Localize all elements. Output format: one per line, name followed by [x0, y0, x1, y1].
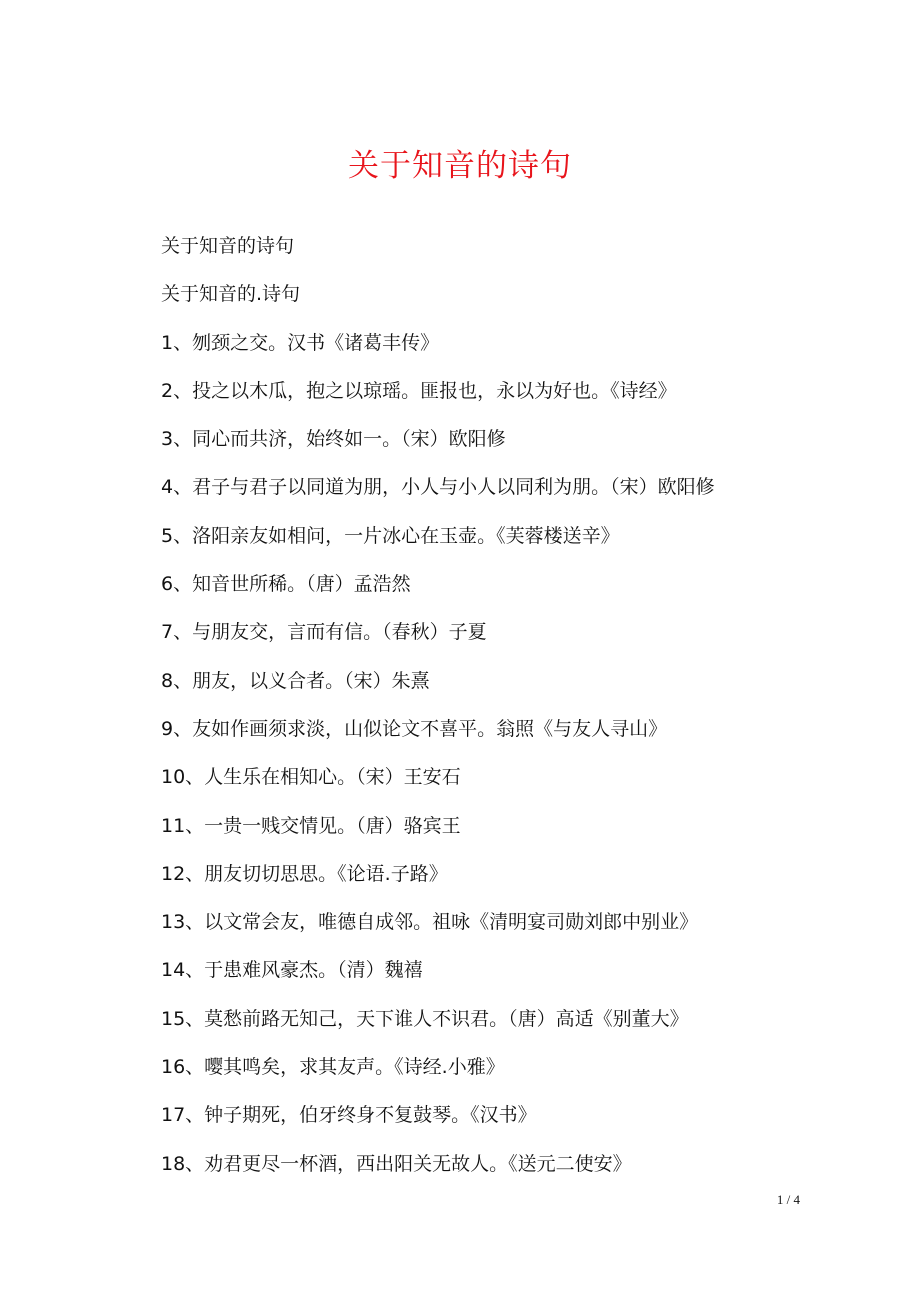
poem-line-1: 1、刎颈之交。汉书《诸葛丰传》 — [161, 331, 440, 354]
paragraph-subheading: 关于知音的.诗句 — [161, 283, 301, 306]
page-number: 1 / 4 — [776, 1192, 800, 1207]
poem-line-15: 15、莫愁前路无知己，天下谁人不识君。（唐）高适《别董大》 — [161, 1007, 689, 1030]
document-title: 关于知音的诗句 — [348, 148, 572, 184]
poem-line-7: 7、与朋友交，言而有信。（春秋）子夏 — [161, 621, 487, 644]
poem-line-9: 9、友如作画须求淡，山似论文不喜平。翁照《与友人寻山》 — [161, 717, 668, 740]
paragraph-heading: 关于知音的诗句 — [161, 235, 295, 257]
poem-line-10: 10、人生乐在相知心。（宋）王安石 — [161, 766, 461, 789]
poem-line-8: 8、朋友，以义合者。（宋）朱熹 — [161, 669, 430, 692]
document-body — [161, 226, 801, 1192]
poem-line-16: 16、嘤其鸣矣，求其友声。《诗经.小雅》 — [161, 1056, 505, 1079]
poem-line-18: 18、劝君更尽一杯酒，西出阳关无故人。《送元二使安》 — [161, 1152, 632, 1175]
poem-line-11: 11、一贵一贱交情见。（唐）骆宾王 — [161, 814, 461, 837]
poem-line-3: 3、同心而共济，始终如一。（宋）欧阳修 — [161, 428, 506, 451]
poem-line-4: 4、君子与君子以同道为朋，小人与小人以同利为朋。（宋）欧阳修 — [161, 476, 715, 499]
poem-line-17: 17、钟子期死，伯牙终身不复鼓琴。《汉书》 — [161, 1104, 537, 1127]
poem-line-2: 2、投之以木瓜，抱之以琼瑶。匪报也，永以为好也。《诗经》 — [161, 379, 677, 402]
poem-line-5: 5、洛阳亲友如相问，一片冰心在玉壶。《芙蓉楼送辛》 — [161, 524, 620, 547]
poem-line-13: 13、以文常会友，唯德自成邻。祖咏《清明宴司勋刘郎中别业》 — [161, 911, 699, 934]
poem-line-6: 6、知音世所稀。（唐）孟浩然 — [161, 573, 411, 596]
poem-line-14: 14、于患难风豪杰。（清）魏禧 — [161, 959, 423, 982]
poem-line-12: 12、朋友切切思思。《论语.子路》 — [161, 862, 448, 885]
